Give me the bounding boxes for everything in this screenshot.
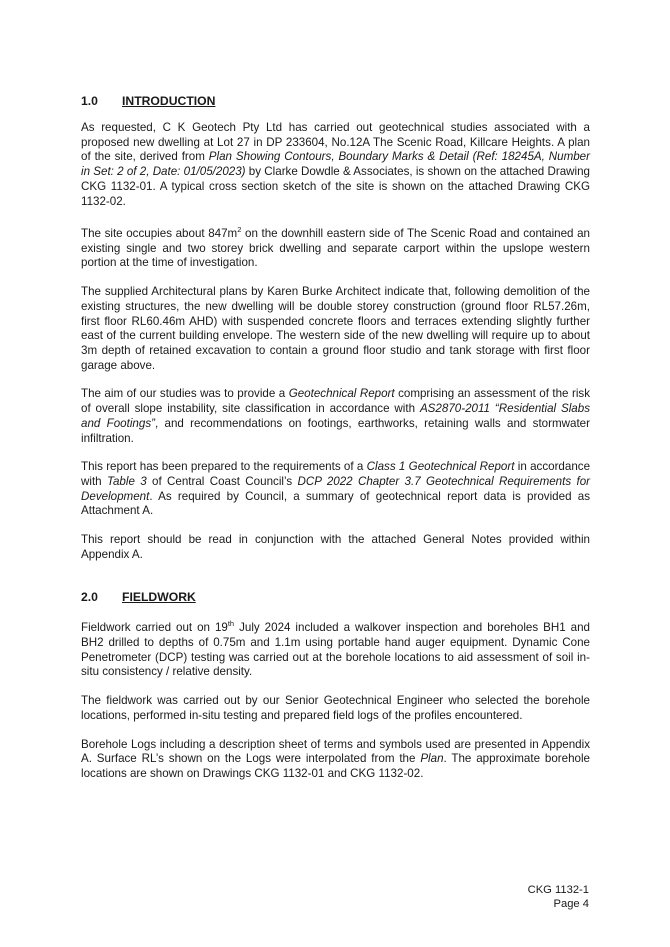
standard-reference-italic: AS2870-2011 “Residential Slabs and Footings” bbox=[81, 402, 591, 430]
section-spacer bbox=[81, 576, 590, 590]
dcp-reference-italic: DCP 2022 Chapter 3.7 Geotechnical Requirements for Development bbox=[81, 474, 591, 503]
fieldwork-paragraph-2: The fieldwork was carried out by our Senior Geotechnical Engineer who selected the borehole locations, performed in-situ testing and prepared field logs of the profiles encountered. bbox=[81, 694, 590, 722]
intro-paragraph-3: The supplied Architectural plans by Karen Burke Architect indicate that, following demolition of the existing structures, the new dwelling will be double storey construction (ground floor RL57.26m, first floor RL60.46m AHD) with suspended concrete floors and terraces extending slightly further east of the current building envelope. The western side of the new dwelling will require up to about 3m depth of retained excavation to contain a ground floor studio and tank storage with first floor garage above. bbox=[81, 285, 590, 372]
text-run: by Clarke Dowdle & Associates, is shown on the attached Drawing CKG 1132-01. A typical cross section sketch of the site is shown on the attached Drawing CKG 1132-02. bbox=[81, 165, 591, 208]
section-title: INTRODUCTION bbox=[122, 94, 216, 108]
italic-term: Table 3 bbox=[106, 474, 147, 488]
section-heading-fieldwork bbox=[81, 590, 590, 605]
text-run: Borehole Logs including a description sheet of terms and symbols used are presented in Appendix A. Surface RL’s shown on the Logs were interpolated from the bbox=[81, 737, 590, 766]
intro-paragraph-1 bbox=[81, 121, 590, 209]
text-run: in accordance with bbox=[81, 460, 591, 488]
text-run: Fieldwork carried out on 19 bbox=[81, 621, 228, 635]
intro-paragraph-2 bbox=[81, 223, 590, 271]
italic-term: Geotechnical Report bbox=[288, 387, 395, 401]
page-footer bbox=[528, 884, 589, 911]
text-run: on the downhill eastern side of The Scenic Road and contained an existing single and two storey brick dwelling and separate carport within the upslope western portion at the time of investigation. bbox=[81, 227, 591, 270]
text-run: . As required by Council, a summary of geotechnical report data is provided as Attachment A. bbox=[81, 489, 590, 518]
intro-paragraph-6: This report should be read in conjunction with the attached General Notes provided within Appendix A. bbox=[81, 533, 590, 561]
text-run: The aim of our studies was to provide a bbox=[81, 387, 289, 401]
text-run: The site occupies about 847m bbox=[81, 227, 238, 241]
section-title: FIELDWORK bbox=[122, 590, 196, 605]
page-number: Page 4 bbox=[553, 897, 589, 910]
text-run: . The approximate borehole locations are shown on Drawings CKG 1132-01 and CKG 1132-02. bbox=[81, 752, 590, 780]
fieldwork-paragraph-3 bbox=[81, 738, 590, 782]
document-reference: CKG 1132-1 bbox=[527, 884, 589, 896]
page-content bbox=[81, 94, 590, 796]
text-run: comprising an assessment of the risk of overall slope instability, site classification in accordance with bbox=[81, 387, 590, 416]
section-number: 1.0 bbox=[81, 94, 98, 108]
section-number: 2.0 bbox=[81, 590, 98, 605]
text-run: July 2024 included a walkover inspection and boreholes BH1 and BH2 drilled to depths of 0.75m and 1.1m using portable hand auger equipment. Dynamic Cone Penetrometer (DCP) testing was carried out at the borehole locations to aid assessment of soil in-situ consistency / relative density. bbox=[81, 621, 590, 679]
section-heading-introduction bbox=[81, 94, 590, 109]
text-run: This report has been prepared to the requirements of a bbox=[81, 460, 367, 474]
italic-term: Class 1 Geotechnical Report bbox=[366, 460, 515, 474]
italic-term: Plan bbox=[420, 752, 444, 766]
intro-paragraph-4 bbox=[81, 387, 590, 446]
text-run: As requested, C K Geotech Pty Ltd has carried out geotechnical studies associated with a proposed new dwelling at Lot 27 in DP 233604, No.12A The Scenic Road, Killcare Heights. A plan of the site, derived from bbox=[81, 121, 590, 164]
intro-paragraph-5 bbox=[81, 460, 590, 519]
fieldwork-paragraph-1 bbox=[81, 617, 590, 680]
superscript: th bbox=[227, 619, 235, 629]
superscript: 2 bbox=[237, 225, 242, 235]
text-run: of Central Coast Council’s bbox=[146, 474, 298, 488]
text-run: , and recommendations on footings, earthworks, retaining walls and stormwater infiltration. bbox=[81, 416, 590, 445]
plan-reference-italic: Plan Showing Contours, Boundary Marks & Detail (Ref: 18245A, Number in Set: 2 of 2, Date: 01/05/2023) bbox=[81, 150, 590, 179]
